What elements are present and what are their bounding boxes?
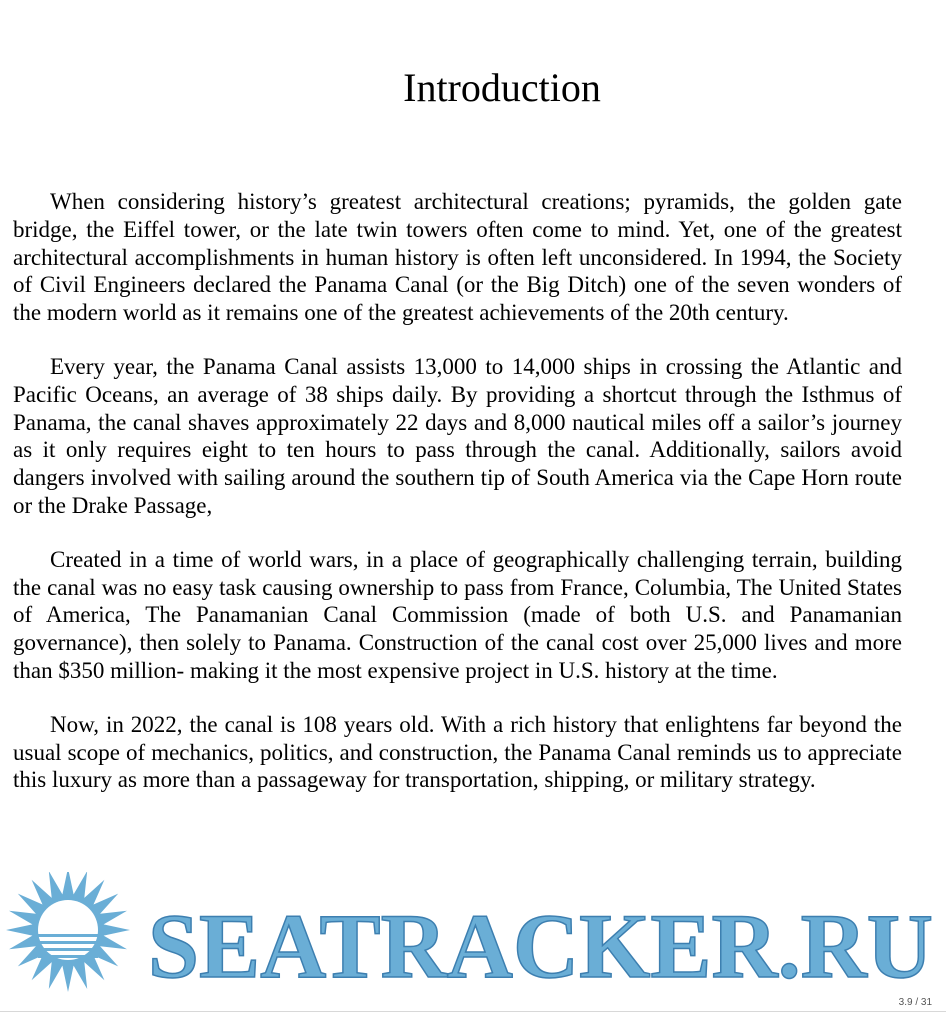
page-indicator: 3.9 / 31 [898,997,932,1008]
paragraph-2: Every year, the Panama Canal assists 13,000 to 14,000 ships in crossing the Atlantic and Pacific Oceans, an average of 38 ships daily. By providing a shortcut through the Isthmus of Panama, the canal shaves approximately 22 days and 8,000 nautical miles off a sailor’s journey as it only requires eight to ten hours to pass through the canal. Additionally, sailors avoid dangers involved with sailing around the southern tip of South America via the Cape Horn route or the Drake Passage, [13,353,902,518]
paragraph-3: Created in a time of world wars, in a place of geographically challenging terrain, building the canal was no easy task causing ownership to pass from France, Columbia, The United States of America, The Panamanian Canal Commission (made of both U.S. and Panamanian governance), then solely to Panama. Construction of the canal cost over 25,000 lives and more than $350 million- making it the most expensive project in U.S. history at the time. [13,546,902,683]
paragraph-4: Now, in 2022, the canal is 108 years old. With a rich history that enlightens far beyond the usual scope of mechanics, politics, and construction, the Panama Canal reminds us to appreciate this luxury as more than a passageway for transportation, shipping, or military strategy. [13,711,902,793]
document-body [13,188,902,820]
sun-wave-band [38,934,98,937]
sun-icon [6,872,130,992]
sun-wave-band [38,955,98,958]
sun-wave-band [38,941,98,944]
watermark [0,872,946,992]
watermark-text: SEATRACKER.RU [148,895,933,992]
page-title: Introduction [403,65,601,110]
sun-wave-band [38,948,98,951]
paragraph-1: When considering history’s greatest architectural creations; pyramids, the golden gate bridge, the Eiffel tower, or the late twin towers often come to mind. Yet, one of the greatest architectural accomplishments in human history is often left unconsidered. In 1994, the Society of Civil Engineers declared the Panama Canal (or the Big Ditch) one of the seven wonders of the modern world as it remains one of the greatest achievements of the 20th century. [13,189,902,326]
